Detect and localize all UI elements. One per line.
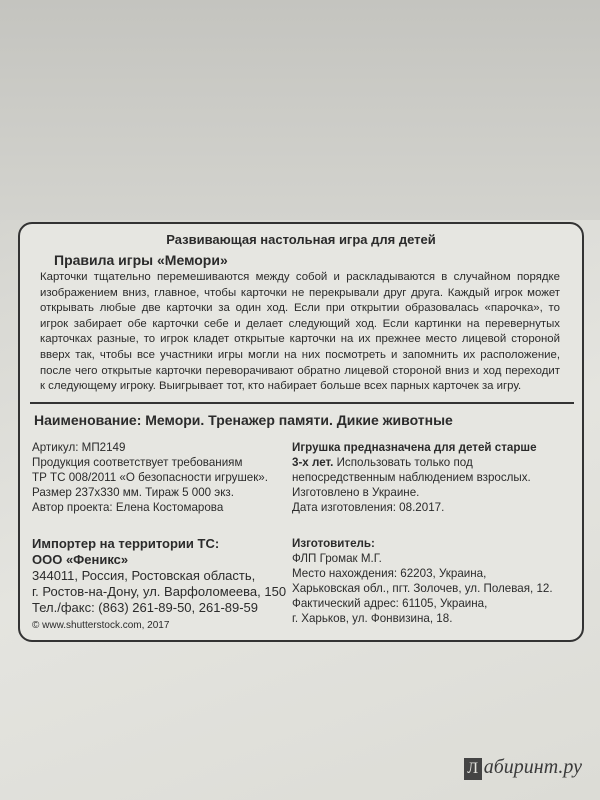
- age-line-2-rest: Использовать только под: [333, 456, 473, 469]
- labirint-logo-icon: Л: [464, 758, 482, 780]
- header-title: Развивающая настольная игра для детей: [166, 232, 436, 247]
- watermark-text: абиринт.ру: [483, 756, 582, 778]
- importer-phone: Тел./факс: (863) 261-89-50, 261-89-59: [32, 600, 259, 615]
- rules-text: Карточки тщательно перемешиваются между собой и раскладываются в случайном порядке изображением вниз, главное, чтобы карточки не перекрывали друг друга. Каждый игрок может открывать любые две карточки за один ход. Если при открытии образовалась «парочка», то игрок забирает обе карточки себе и делает следующий ход. Если картинки на перевернутых карточках разные, то игрок кладет открытые карточки на их прежнее место лицевой стороной вверх так, чтобы все участники игры могли на них посмотреть и запомнить их расположение, после чего открытые карточки переворачивают обратно лицевой стороной вниз и ход переходит к следующему игроку. Выигрывает тот, кто набирает больше всех парных карточек за игру.: [40, 271, 560, 393]
- manufacturer-heading: Изготовитель:: [292, 537, 375, 550]
- made-in-line: Изготовлено в Украине.: [292, 486, 420, 499]
- importer-block: [32, 536, 297, 616]
- manufacturer-actual-2: г. Харьков, ул. Фонвизина, 18.: [292, 612, 453, 625]
- copyright: © www.shutterstock.com, 2017: [32, 620, 170, 631]
- manufacturer-location-1: Место нахождения: 62203, Украина,: [292, 567, 487, 580]
- manufacturer-actual-1: Фактический адрес: 61105, Украина,: [292, 597, 488, 610]
- manufacturer-block: [292, 536, 577, 626]
- age-line-1: Игрушка предназначена для детей старше: [292, 441, 537, 454]
- importer-company: ООО «Феникс»: [32, 552, 129, 567]
- details-right: [292, 440, 577, 515]
- manufacturer-location-2: Харьковская обл., пгт. Золочев, ул. Полевая, 12.: [292, 582, 553, 595]
- size-line: Размер 237х330 мм. Тираж 5 000 экз.: [32, 486, 234, 499]
- date-line: Дата изготовления: 08.2017.: [292, 501, 445, 514]
- age-line-2: [292, 455, 577, 470]
- compliance-line-2: ТР ТС 008/2011 «О безопасности игрушек».: [32, 471, 268, 484]
- product-name: Наименование: Мемори. Тренажер памяти. Дикие животные: [34, 412, 453, 428]
- author-line: Автор проекта: Елена Костомарова: [32, 501, 224, 514]
- details-left: [32, 440, 292, 515]
- supervision-line: непосредственным наблюдением взрослых.: [292, 471, 531, 484]
- importer-address-2: г. Ростов-на-Дону, ул. Варфоломеева, 150: [32, 584, 287, 599]
- paper-background: [0, 0, 600, 220]
- info-panel: [18, 222, 584, 642]
- compliance-line-1: Продукция соответствует требованиям: [32, 456, 243, 469]
- manufacturer-name: ФЛП Громак М.Г.: [292, 552, 382, 565]
- age-value: 3-х лет.: [292, 456, 334, 469]
- divider: [30, 402, 574, 404]
- rules-heading: Правила игры «Мемори»: [54, 252, 228, 268]
- article: Артикул: МП2149: [32, 441, 126, 454]
- importer-address-1: 344011, Россия, Ростовская область,: [32, 568, 256, 583]
- watermark: [464, 756, 582, 780]
- importer-heading: Импортер на территории ТС:: [32, 536, 220, 551]
